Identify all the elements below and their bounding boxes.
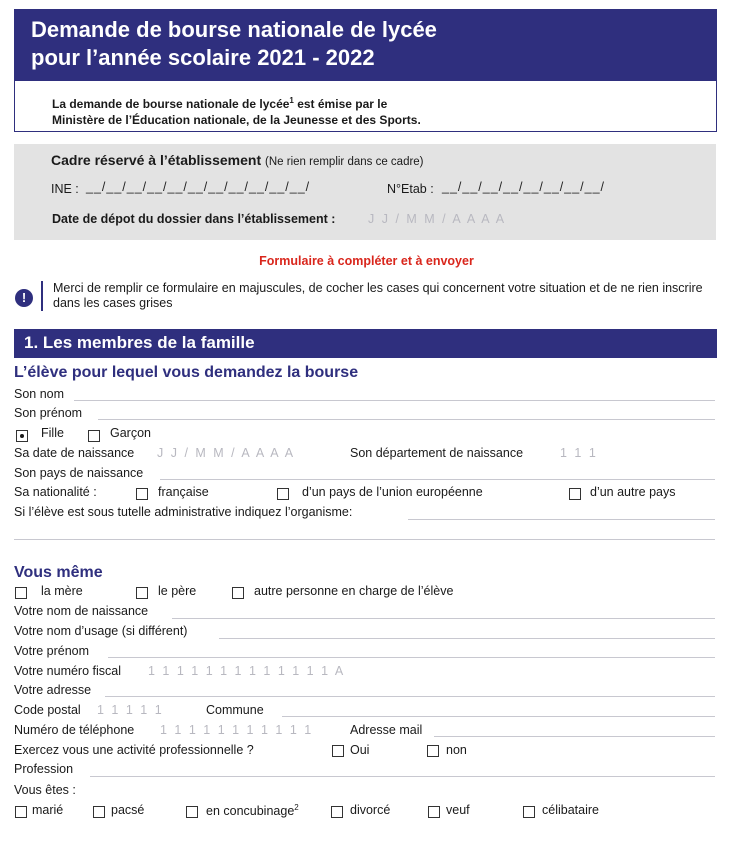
birth-dept-label: Son département de naissance (350, 446, 524, 460)
oui-checkbox[interactable] (332, 745, 344, 757)
address-field[interactable] (105, 696, 715, 697)
birthname-field[interactable] (172, 618, 715, 619)
concubinage-label (206, 803, 299, 818)
celibataire-label: célibataire (542, 803, 599, 817)
student-heading: L’élève pour lequel vous demandez la bourse (14, 364, 359, 381)
oui-label: Oui (350, 743, 370, 757)
concubinage-checkbox[interactable] (186, 806, 198, 818)
profession-field[interactable] (90, 776, 715, 777)
nat-other-label: d’un autre pays (590, 485, 676, 499)
phone-label: Numéro de téléphone (14, 723, 135, 737)
mere-checkbox[interactable] (15, 587, 27, 599)
footnote-ref-2: 2 (294, 803, 299, 812)
birth-country-field[interactable] (160, 479, 715, 480)
divorce-checkbox[interactable] (331, 806, 343, 818)
usagename-field[interactable] (219, 638, 715, 639)
email-label: Adresse mail (350, 723, 423, 737)
notice-text (52, 93, 421, 128)
tutelle-field[interactable] (408, 519, 715, 520)
celibataire-checkbox[interactable] (523, 806, 535, 818)
commune-field[interactable] (282, 716, 715, 717)
etab-label: N°Etab : (387, 182, 434, 196)
activity-label: Exercez vous une activité professionnelle ? (14, 743, 254, 757)
page-title (31, 16, 437, 72)
etab-field: __/__/__/__/__/__/__/__/ (442, 180, 606, 194)
phone-field[interactable]: 1 1 1 1 1 1 1 1 1 1 1 (160, 723, 314, 737)
birth-dept-field[interactable]: 1 1 1 (560, 446, 598, 460)
nat-ue-label: d’un pays de l’union européenne (302, 485, 483, 499)
ine-field: __/__/__/__/__/__/__/__/__/__/__/ (86, 180, 311, 194)
non-label: non (446, 743, 467, 757)
concubinage-text: en concubinage (206, 804, 295, 819)
depot-date-field: J J / M M / A A A A (368, 212, 507, 226)
ine-label: INE : (51, 182, 79, 196)
postal-field[interactable]: 1 1 1 1 1 (97, 703, 164, 717)
exclamation-icon: ! (15, 289, 33, 307)
fille-label: Fille (41, 426, 64, 440)
address-label: Votre adresse (14, 683, 92, 697)
instruction-banner: Formulaire à compléter et à envoyer (259, 254, 474, 268)
title-line-2: pour l’année scolaire 2021 - 2022 (31, 45, 375, 70)
reserved-note: (Ne rien remplir dans ce cadre) (265, 156, 424, 168)
student-firstname-field[interactable] (98, 419, 715, 420)
fille-checkbox[interactable] (16, 430, 28, 442)
pere-label: le père (158, 584, 197, 598)
student-lastname-field[interactable] (74, 400, 715, 401)
info-divider (41, 281, 43, 311)
birthdate-label: Sa date de naissance (14, 446, 135, 460)
profession-label: Profession (14, 762, 74, 776)
marie-checkbox[interactable] (15, 806, 27, 818)
notice-line-2: Ministère de l’Éducation nationale, de la Jeunesse et des Sports. (52, 113, 421, 127)
depot-label: Date de dépot du dossier dans l’établissement : (52, 212, 336, 226)
autre-label: autre personne en charge de l’élève (254, 584, 454, 598)
tutelle-label: Si l’élève est sous tutelle administrative indiquez l’organisme: (14, 505, 353, 519)
marie-label: marié (32, 803, 64, 817)
student-lastname-label: Son nom (14, 387, 65, 401)
garcon-label: Garçon (110, 426, 151, 440)
pacse-label: pacsé (111, 803, 145, 817)
notice-line-1-end: est émise par le (293, 97, 388, 111)
info-text: Merci de remplir ce formulaire en majuscules, de cocher les cases qui concernent votre situation et de ne rien inscrire dans les cases grises (53, 281, 703, 310)
reserved-title-text: Cadre réservé à l’établissement (51, 152, 262, 168)
footnote-ref: 1 (289, 96, 294, 105)
non-checkbox[interactable] (427, 745, 439, 757)
divorce-label: divorcé (350, 803, 391, 817)
section-title: 1. Les membres de la famille (24, 333, 255, 352)
mere-label: la mère (41, 584, 83, 598)
birth-country-label: Son pays de naissance (14, 466, 144, 480)
veuf-label: veuf (446, 803, 470, 817)
student-firstname-label: Son prénom (14, 406, 83, 420)
status-label: Vous êtes : (14, 783, 76, 797)
nationality-label: Sa nationalité : (14, 485, 97, 499)
fiscal-field[interactable]: 1 1 1 1 1 1 1 1 1 1 1 1 1 A (148, 664, 346, 678)
nat-fr-checkbox[interactable] (136, 488, 148, 500)
parent-firstname-label: Votre prénom (14, 644, 90, 658)
garcon-checkbox[interactable] (88, 430, 100, 442)
email-field[interactable] (434, 736, 715, 737)
nat-other-checkbox[interactable] (569, 488, 581, 500)
nat-ue-checkbox[interactable] (277, 488, 289, 500)
veuf-checkbox[interactable] (428, 806, 440, 818)
nat-fr-label: française (158, 485, 209, 499)
autre-checkbox[interactable] (232, 587, 244, 599)
birthdate-field[interactable]: J J / M M / A A A A (157, 446, 296, 460)
commune-label: Commune (206, 703, 264, 717)
parent-heading: Vous même (14, 564, 103, 581)
parent-firstname-field[interactable] (108, 657, 715, 658)
usagename-label: Votre nom d’usage (si différent) (14, 624, 188, 638)
pere-checkbox[interactable] (136, 587, 148, 599)
title-line-1: Demande de bourse nationale de lycée (31, 17, 437, 42)
notice-line-1: La demande de bourse nationale de lycée (52, 97, 290, 111)
postal-label: Code postal (14, 703, 81, 717)
birthname-label: Votre nom de naissance (14, 604, 149, 618)
pacse-checkbox[interactable] (93, 806, 105, 818)
fiscal-label: Votre numéro fiscal (14, 664, 121, 678)
reserved-title (51, 152, 424, 168)
tutelle-field-line2[interactable] (14, 539, 715, 540)
